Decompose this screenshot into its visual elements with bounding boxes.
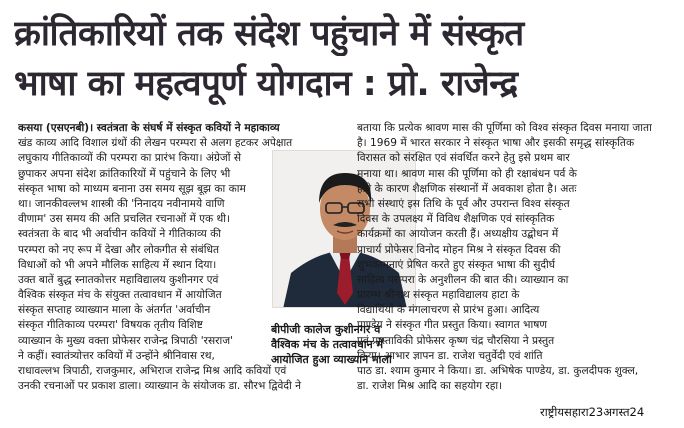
body-line: किया। आभार ज्ञापन डा. राजेश चतुर्वेदी एवं शांति xyxy=(357,349,543,362)
caption-line: आयोजित हुआ व्याख्यान माला xyxy=(271,353,392,366)
body-line: शुभकामनाएं प्रेषित करते हुए संस्कृत भाषा की सुदीर्घ xyxy=(357,258,556,271)
body-line: संस्कृत गीतिकाव्य परम्परा' विषयक तृतीय विशिष्ट xyxy=(18,319,203,332)
body-line: मनाया था। श्रावण मास की पूर्णिमा को ही रक्षाबंधन पर्व के xyxy=(357,167,577,180)
source-label: राष्ट्रीयसहारा23अगस्त24 xyxy=(540,405,645,419)
body-line: दिवस के उपलक्ष्य में विविध शैक्षणिक एवं सांस्कृतिक xyxy=(357,213,555,226)
body-line: खंड काव्य आदि विशाल ग्रंथों की लेखन परम्परा से अलग हटकर अपेक्षात xyxy=(18,137,293,150)
body-line: उक्त बातें बुद्ध स्नातकोत्तर महाविद्यालय कुशीनगर एवं xyxy=(18,273,219,286)
body-line: ने कहीं। स्वातंत्र्योत्तर कवियों में उन्होंने श्रीनिवास रथ, xyxy=(18,349,215,362)
body-line: प्राचार्य प्रोफेसर विनोद मोहन मिश्र ने संस्कृत दिवस की xyxy=(357,243,561,256)
body-line: एवं प्रास्ताविकी प्रोफेसर कृष्ण चंद्र चौरसिया ने प्रस्तुत xyxy=(357,334,555,347)
body-line: होने के कारण शैक्षणिक संस्थानों में अवकाश होता है। अतः xyxy=(357,182,577,195)
body-line: विद्यार्थियों के मंगलाचरण से प्रारंभ हुआ। आदित्य xyxy=(357,304,540,317)
body-line: प्रारम्भ श्रीनाथ संस्कृत महाविद्यालय हाटा के xyxy=(357,289,520,302)
body-line: वीणाम' उस समय की अति प्रचलित रचनाओं में एक थी। xyxy=(18,213,231,226)
article-right-column xyxy=(357,121,675,394)
body-line: पाठ डा. श्याम कुमार ने किया। डा. अभिषेक पाण्डेय, डा. कुलदीपक शुक्ल, xyxy=(357,365,639,377)
caption-line: बीपीजी कालेज कुशीनगर व xyxy=(271,323,381,336)
body-line: डा. राजेश मिश्र आदि का सहयोग रहा। xyxy=(357,380,503,393)
body-line: विरासत को संरक्षित एवं संवर्धित करने हेतु इसे प्रथम बार xyxy=(357,152,570,165)
body-line: स्वतंत्रता के बाद भी अर्वाचीन कवियों ने गीतिकाव्य की xyxy=(18,228,221,241)
headline-line-1: क्रांतिकारियों तक संदेश पहुंचाने में संस्कृत xyxy=(14,14,524,54)
body-line: था। जानकीवल्लभ शास्त्री की 'निनादय नवीनामये वाणि xyxy=(18,197,225,210)
body-line: बताया कि प्रत्येक श्रावण मास की पूर्णिमा को विश्व संस्कृत दिवस मनाया जाता xyxy=(357,122,652,134)
headline-line-2: भाषा का महत्वपूर्ण योगदान : प्रो. राजेन्द्र xyxy=(14,64,518,104)
body-line: विधाओं को भी अपने मौलिक साहित्य में स्थान दिया। xyxy=(18,258,217,271)
body-line: लघुकाय गीतिकाव्यों की परम्परा का प्रारंभ किया। अंग्रेजों से xyxy=(18,152,242,165)
body-line: छुपाकर अपना संदेश क्रांतिकारियों में पहुंचाने के लिए भी xyxy=(18,167,231,180)
body-line: संस्कृत भाषा को माध्यम बनाना उस समय सूझ बूझ का काम xyxy=(18,182,246,195)
body-line: सभी संस्थाएं इस तिथि के पूर्व और उपरान्त विश्व संस्कृत xyxy=(357,197,570,210)
caption-line: वैश्विक मंच के तत्वावधान में xyxy=(271,338,384,351)
body-line: संस्कृत सप्ताह व्याख्यान माला के अंतर्गत 'अर्वाचीन xyxy=(18,304,211,317)
body-line: उनकी रचनाओं पर प्रकाश डाला। व्याख्यान के संयोजक डा. सौरभ द्विवेदी ने xyxy=(18,380,302,393)
body-line: राधावल्लभ त्रिपाठी, राजकुमार, अभिराज राजेन्द्र मिश्र आदि कवियों एवं xyxy=(18,365,287,377)
body-line: पाण्डेय ने संस्कृत गीत प्रस्तुत किया। स्वागत भाषण xyxy=(357,319,547,332)
body-line: साहित्य परम्परा के अनुशीलन की बात की। व्याख्यान का xyxy=(357,273,569,286)
article-left-column xyxy=(18,121,302,394)
body-line: वैश्विक संस्कृत मंच के संयुक्त तत्वावधान में आयोजित xyxy=(18,289,222,302)
body-line: कसया (एसएनबी)। स्वतंत्रता के संघर्ष में संस्कृत कवियों ने महाकाव्य xyxy=(18,122,280,134)
body-line: परम्परा को नए रूप में देखा और लोकगीत से संबंधित xyxy=(18,243,220,256)
body-line: व्याख्यान के मुख्य वक्ता प्रोफेसर राजेन्द्र त्रिपाठी 'रसराज' xyxy=(18,334,233,347)
body-line: है। 1969 में भारत सरकार ने संस्कृत भाषा और इसकी समृद्ध सांस्कृतिक xyxy=(357,137,635,150)
body-line: कार्यक्रमों का आयोजन करती हैं। अध्यक्षीय उद्बोधन में xyxy=(357,228,559,241)
